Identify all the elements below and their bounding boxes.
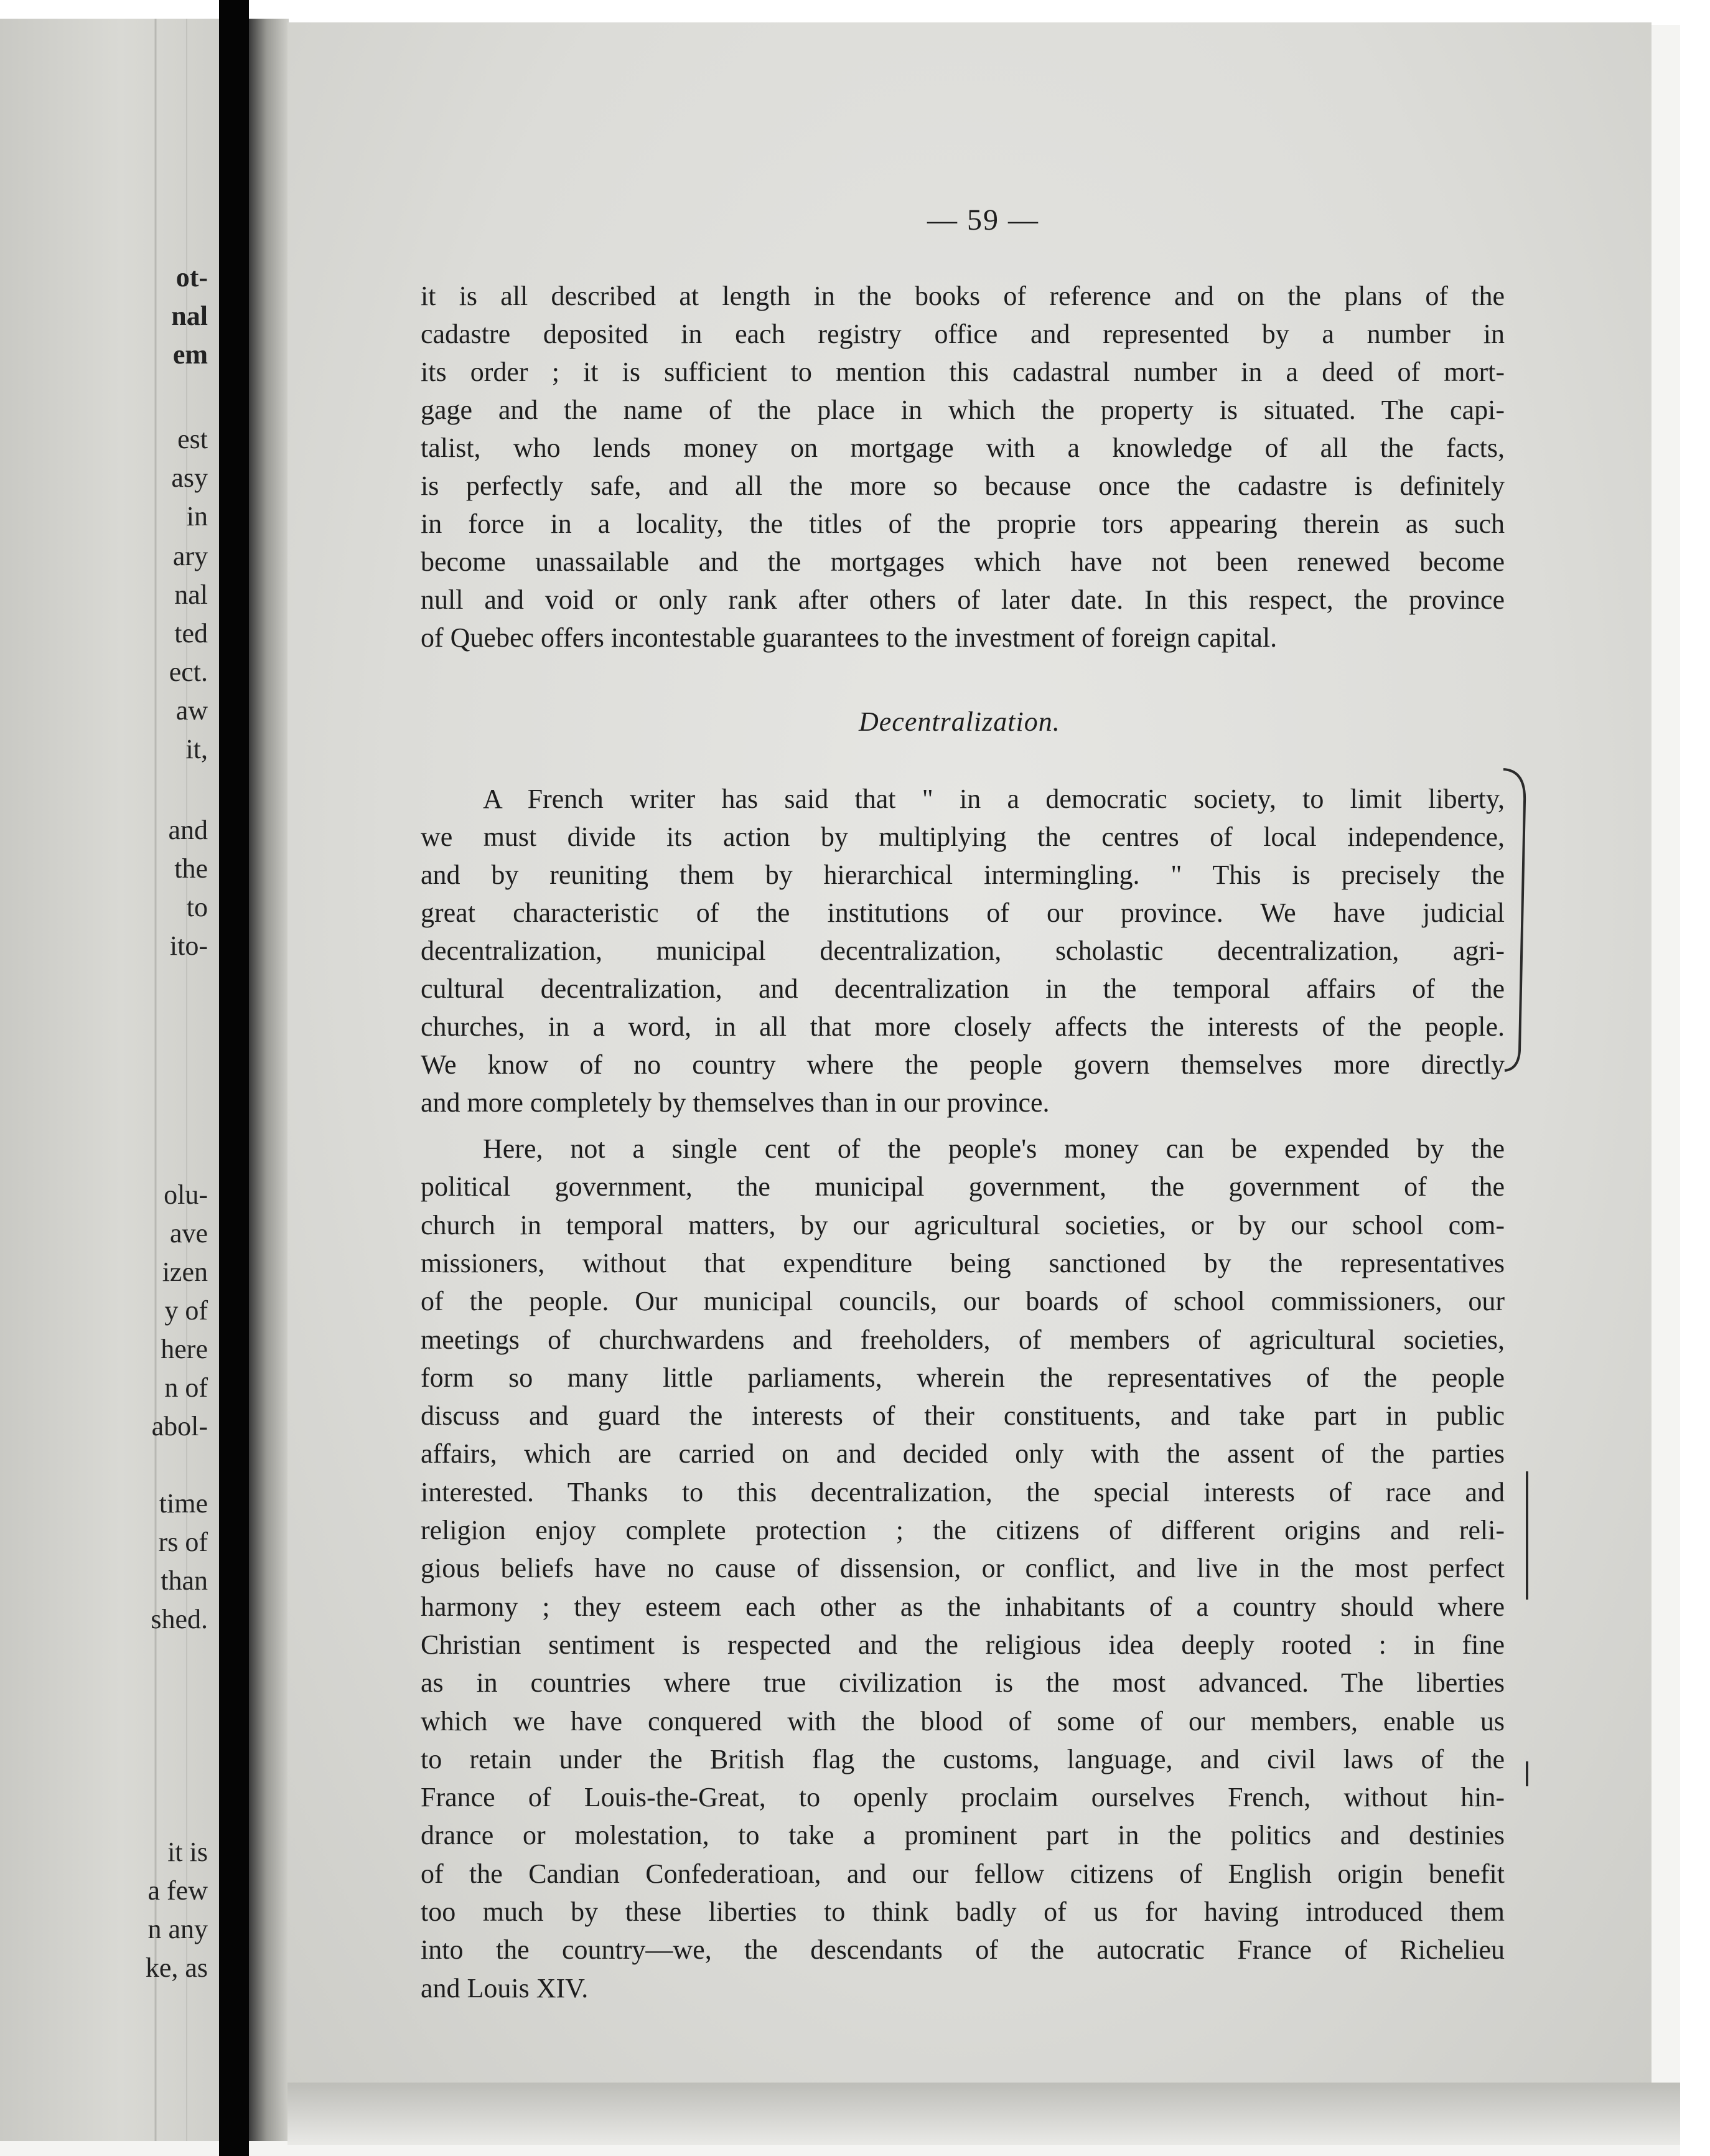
text-line: meetings of churchwardens and freeholders, of members of agricultural societies, [421,1324,1505,1355]
text-line: we must divide its action by multiplying the centres of local independence, [421,822,1505,852]
text-line: of the people. Our municipal councils, our boards of school commissioners, our [421,1286,1505,1317]
facing-page-fragment: olu- [164,1179,208,1210]
facing-page-fragment: aw [175,695,208,726]
text-line: and by reuniting them by hierarchical intermingling. " This is precisely the [421,860,1505,890]
facing-page-fragment: to [186,892,208,922]
text-line: gage and the name of the place in which the property is situated. The capi- [421,395,1505,425]
facing-page-fragment: the [174,853,208,884]
text-line: Here, not a single cent of the people's money can be expended by the [483,1133,1505,1164]
text-line: it is all described at length in the books of reference and on the plans of the [421,281,1505,311]
facing-page-fragment: in [186,501,208,532]
facing-page-fragment: ito- [169,930,208,961]
text-line: to retain under the British flag the customs, language, and civil laws of the [421,1743,1505,1774]
facing-page-fragment: y of [164,1295,208,1326]
facing-page-fragment: ot- [175,262,208,293]
text-line: churches, in a word, in all that more closely affects the interests of the people. [421,1011,1505,1042]
text-line: into the country—we, the descendants of the autocratic France of Richelieu [421,1934,1505,1966]
text-line: France of Louis-the-Great, to openly proclaim ourselves French, without hin- [421,1782,1505,1813]
text-line: is perfectly safe, and all the more so because once the cadastre is definitely [421,471,1505,501]
text-line: and more completely by themselves than in our province. [421,1087,1050,1118]
text-line: missioners, without that expenditure being sanctioned by the representatives [421,1247,1505,1278]
facing-page-fragment: ect. [169,657,208,687]
text-line: become unassailable and the mortgages which have not been renewed become [421,546,1505,577]
text-line: of the Candian Confederatioan, and our fellow citizens of English origin benefit [421,1858,1505,1889]
facing-page-fragment: a few [147,1875,208,1906]
book-spine-gutter [219,0,249,2156]
text-line: form so many little parliaments, wherein the representatives of the people [421,1362,1505,1393]
text-line: political government, the municipal government, the government of the [421,1171,1505,1202]
page-number: — 59 — [927,204,1039,237]
facing-page-fragment: rs of [158,1527,208,1557]
text-line: too much by these liberties to think badly of us for having introduced them [421,1896,1505,1927]
facing-page-fragment: est [177,424,208,454]
text-line: null and void or only rank after others of later date. In this respect, the province [421,584,1505,615]
facing-page-fragment: ted [174,618,208,649]
text-line: We know of no country where the people govern themselves more directly [421,1049,1505,1080]
text-line: talist, who lends money on mortgage with a knowledge of all the facts, [421,433,1505,463]
facing-page-fragment: n any [147,1914,208,1944]
facing-page-fragment: ary [172,541,208,571]
section-heading: Decentralization. [859,706,1060,737]
facing-page-fragment: asy [171,462,208,493]
margin-bracket-lower [1518,1469,1537,1793]
text-line: church in temporal matters, by our agricultural societies, or by our school com- [421,1209,1505,1240]
facing-page-fragment: it is [167,1837,208,1867]
text-line: and Louis XIV. [421,1972,589,2004]
facing-page-fragment: nal [171,301,208,331]
facing-page-fragment: ke, as [145,1952,208,1983]
gutter-shadow [249,19,289,2141]
text-line: harmony ; they esteem each other as the inhabitants of a country should where [421,1591,1505,1622]
margin-bracket-upper [1501,764,1532,1076]
text-line: cultural decentralization, and decentralization in the temporal affairs of the [421,973,1505,1004]
facing-page-fragment: nal [174,579,208,610]
text-line: A French writer has said that " in a democratic society, to limit liberty, [483,784,1505,814]
facing-page-fragment: than [161,1565,208,1596]
text-line: of Quebec offers incontestable guarantees to the investment of foreign capital. [421,622,1278,653]
text-line: drance or molestation, to take a prominent part in the politics and destinies [421,1820,1505,1851]
text-line: its order ; it is sufficient to mention this cadastral number in a deed of mort- [421,357,1505,387]
facing-page-left [0,19,219,2141]
text-line: affairs, which are carried on and decided only with the assent of the parties [421,1438,1505,1469]
facing-page-fragment: shed. [151,1604,208,1634]
facing-page-fragment: izen [162,1257,208,1287]
text-line: gious beliefs have no cause of dissension, or conflict, and live in the most perfect [421,1553,1505,1584]
text-line: great characteristic of the institutions of our province. We have judicial [421,898,1505,928]
scan-frame-right [1680,0,1710,2156]
text-line: interested. Thanks to this decentralization, the special interests of race and [421,1476,1505,1507]
facing-page-fragment: em [172,339,208,370]
text-line: as in countries where true civilization is the most advanced. The liberties [421,1667,1505,1699]
facing-page-fragment: and [168,815,208,845]
facing-page-fragment: n of [164,1372,208,1403]
text-line: discuss and guard the interests of their constituents, and take part in public [421,1400,1505,1432]
facing-page-fragment: it, [185,734,208,764]
page-bottom-edge [287,2083,1680,2145]
text-line: in force in a locality, the titles of the proprie tors appearing therein as such [421,509,1505,539]
text-line: cadastre deposited in each registry office and represented by a number in [421,319,1505,349]
facing-page-fragment: here [161,1334,208,1364]
text-line: which we have conquered with the blood of some of our members, enable us [421,1705,1505,1737]
facing-page-fragment: ave [169,1218,208,1249]
text-line: decentralization, municipal decentralization, scholastic decentralization, agri- [421,935,1505,966]
text-line: Christian sentiment is respected and the religious idea deeply rooted : in fine [421,1629,1505,1660]
facing-page-fragment: abol- [151,1411,208,1441]
facing-page-fragment: time [159,1488,208,1519]
text-line: religion enjoy complete protection ; the citizens of different origins and reli- [421,1515,1505,1545]
